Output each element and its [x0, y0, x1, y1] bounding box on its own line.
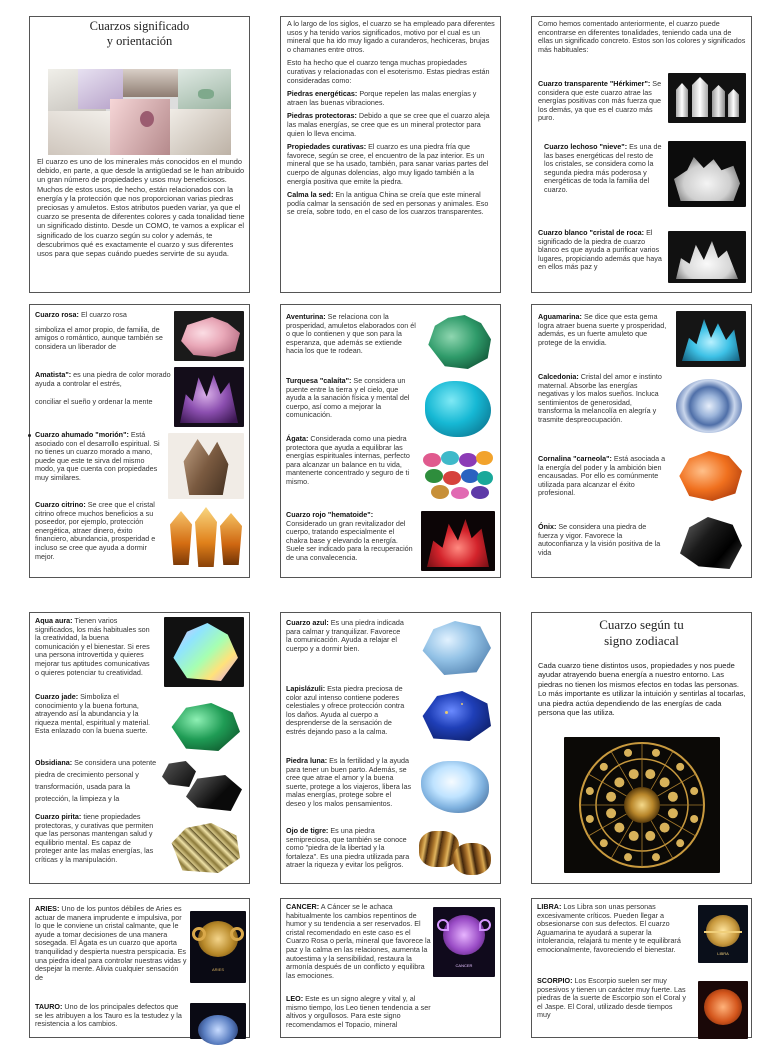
- zodiac-intro: Cada cuarzo tiene distintos usos, propiedades y nos puede ayudar atrayendo buena energía a nuestro entorno. Las piedras no tienen los mismos efectos en todas las personas. Lo más importante es utilizar la intuición y sentirlas al tocarlas, una piedra actúa dependiendo de las energías de cada persona que las utiliza.: [538, 661, 746, 718]
- aguamarina-image: [676, 311, 746, 367]
- agata-image: [421, 449, 495, 501]
- aries-caption: ARIES: [211, 967, 224, 972]
- cancer-icon: [443, 915, 485, 955]
- usos-intro: A lo largo de los siglos, el cuarzo se ha empleado para diferentes usos y ha tenido varios significados, motivo por el cual es un mineral que ha ido muy ligado a curanderos, hechiceras, brujas o chamanes entre otros.: [287, 19, 495, 54]
- libra: LIBRA: Los Libra son unas personas excesivamente críticos. Pueden llegar a obsesionarse con sus defectos. El cuarzo Aguamarina te ayudará a superar la intolerancia, relajará tu mente y te equilibrará emocionalmente, favoreciendo el bienestar.: [537, 902, 681, 954]
- lapislazuli-image: [415, 685, 495, 747]
- title-line-2: signo zodiacal: [604, 633, 679, 648]
- cuarzo-azul: Cuarzo azul: Es una piedra indicada para calmar y tranquilizar. Favorece la comunicación. Ayuda a relajar el cuerpo y a dormir bien.: [286, 618, 404, 653]
- turquesa-image: [421, 377, 495, 441]
- title-line-1: Cuarzo según tu: [599, 617, 684, 632]
- libra-caption: LIBRA: [717, 951, 729, 956]
- aqua-aura: Aqua aura: Tienen varios significados, los más habituales son la creatividad, la buena comunicación y el bienestar. Si eres una persona introvertida y quieres mejorar tus aptitudes comunicativas o quieres potenciar tu creatividad.: [35, 616, 150, 677]
- tauro-icon: [198, 1015, 238, 1045]
- amatista-image: [174, 367, 244, 427]
- zodiac-figure-mark: [645, 769, 655, 779]
- piedra-luna: Piedra luna: Es la fertilidad y la ayuda para tener un buen parto. Además, se cree que atrae el amor y la buena suerte, protege a los viajeros, libera las malas energías, protege sobre el deseo y los malos pensamientos.: [286, 756, 412, 808]
- panel-cuarzos-usos: [280, 16, 501, 293]
- panel-aguamarina: [531, 304, 752, 578]
- cuarzo-rojo: Cuarzo rojo "hematoide": Considerado un gran revitalizador del cuerpo, tratando especialmente el chakra base y elevando la energía. Suele ser indicado para la recuperación de una convalecencia.: [286, 510, 413, 562]
- zodiac-sign-mark: [586, 815, 594, 823]
- zodiac-sign-mark: [676, 839, 684, 847]
- intro-paragraph: El cuarzo es uno de los minerales más conocidos en el mundo debido, en parte, a que desde la antigüedad se le han atribuido un gran número de propiedades y usos muy beneficiosos. Muchos de estos usos, de hecho, están relacionados con la energía y la protección que nos proporcionan varias piedras preciosas y amuletos. Estos atributos pueden variar, ya que el cuarzo se presenta de diferentes colores y cada tonalidad tiene un significado distinto. Desde un COMO, te vamos a explicar el significado de los cuarzo según su color y además, te descubrimos qué es exactamente el cuarzo y sus diferentes usos para que sepas cuándo puedes servirte de su ayuda.: [37, 157, 245, 259]
- zodiac-figure-mark: [668, 808, 678, 818]
- cuarzo-ahumado: Cuarzo ahumado "morión": Está asociado con el desarrollo espiritual. Si no tienes un cuarzo morado a mano, puede que este te sirva del mismo modo, ya que cuenta con propiedades muy similares.: [35, 430, 160, 482]
- panel-title: [30, 19, 249, 49]
- onix: Ónix: Se considera una piedra de fuerza y vigor. Favorece la autoconfianza y la visión positiva de la vida: [538, 522, 661, 557]
- zodiac-sign-mark: [690, 787, 698, 795]
- tauro-sign-image: [190, 1003, 246, 1039]
- list-bullet: [28, 434, 31, 437]
- cornalina-image: [672, 445, 746, 507]
- pirita-image: [164, 819, 244, 877]
- zodiac-wheel-image: [564, 737, 720, 873]
- zodiac-figure-mark: [629, 831, 639, 841]
- panel-signo-zodiacal: [531, 612, 752, 884]
- usos-item-curativas: Propiedades curativas: El cuarzo es una piedra fría que favorece, según se cree, el encuentro de la paz interior. Es un mineral que se ha usado, también, para sanar varias partes del cuerpo de algunas dolencias, algo muy ligado también a la energía positiva que emite la piedra.: [287, 142, 489, 186]
- panel-cancer-leo: [280, 898, 501, 1038]
- ojo-de-tigre: Ojo de tigre: Es una piedra semipreciosa, que también se conoce como "piedra de la libertad y la fortaleza". Es una piedra utilizada para atraer la riqueza y evitar los peligros.: [286, 826, 410, 870]
- aguamarina: Aguamarina: Se dice que esta gema logra atraer buena suerte y prosperidad, además, es un fuerte amuleto que protege de la envidia.: [538, 312, 667, 347]
- cuarzo-rosa-image: [174, 311, 244, 361]
- cuarzo-azul-image: [415, 617, 495, 679]
- aqua-aura-image: [164, 617, 244, 687]
- cuarzo-rosa: Cuarzo rosa: El cuarzo rosa simboliza el amor propio, de familia, de amigos o romántico, aunque también se considera un liberador de: [35, 310, 163, 351]
- scorpio-icon: [704, 989, 742, 1025]
- herkimer-crystal-image: [668, 73, 746, 123]
- zodiac-figure-mark: [660, 823, 670, 833]
- zodiac-figure-mark: [629, 769, 639, 779]
- zodiac-sign-mark: [652, 853, 660, 861]
- zodiac-sign-mark: [690, 815, 698, 823]
- panel-aqua-aura: [29, 612, 250, 884]
- aries: ARIES: Uno de los puntos débiles de Aries es actuar de manera imprudente e impulsiva, por lo que le conviene un cristal calmante, que le ayude a tomar decisiones de una manera sosegada. El Ágata es un cuarzo que aporta tranquilidad y despierta nuestra perspicacia. Es una piedra ideal para controlar nuestras vidas y despejar la mente. Alivia cualquier sensación de: [35, 904, 187, 982]
- piedra-luna-image: [415, 757, 495, 817]
- crystal-collage-image: [48, 69, 231, 155]
- aventurina: Aventurina: Se relaciona con la prosperidad, amuletos elaborados con él o que lo contienen y que son para la esperanza, que además se extiende hacia los que te rodean.: [286, 312, 416, 356]
- libra-sign-image: [698, 905, 748, 963]
- panel-libra-scorpio: [531, 898, 752, 1038]
- leo: LEO: Este es un signo alegre y vital y, al mismo tiempo, los Leo tienen tendencia a ser altivos y orgullosos. Para este signo recomendamos el Topacio, mineral: [286, 994, 431, 1029]
- cuarzo-pirita: Cuarzo pirita: tiene propiedades protectoras, y curativas que permiten que las personas mantengan salud y equilibrio mental. Es capaz de proteger ante las malas energías, las críticas y la manipulación.: [35, 812, 154, 864]
- ahumado-image: [168, 433, 244, 499]
- zodiac-sign-mark: [586, 787, 594, 795]
- title-line-2: y orientación: [106, 34, 173, 48]
- calcedonia-image: [672, 375, 746, 437]
- agata: Ágata: Considerada como una piedra protectora que ayuda a equilibrar las energías espirituales internas, perfecto para alcanzar un balance en tu vida, mantenerte concentrado y seguro de ti mismo.: [286, 434, 410, 486]
- usos-item-protectoras: Piedras protectoras: Debido a que se cree que el cuarzo aleja las malas energías, se cree que es un mineral protector para quien lo lleva encima.: [287, 111, 490, 138]
- panel-cuarzos-rosa: [29, 304, 250, 578]
- zodiac-figure-mark: [614, 777, 624, 787]
- lapislazuli: Lapislázuli: Esta piedra preciosa de color azul intenso contiene poderes celestiales y ofrece protección contra los daños. Ayuda al cuerpo a desprenderse de la sensación de estrés dejando paso a la calma.: [286, 684, 405, 736]
- cancer-caption: CANCER: [455, 963, 473, 968]
- tauro: TAURO: Uno de los principales defectos que se les atribuyen a los Tauro es la testudez y la resistencia a los cambios.: [35, 1002, 182, 1029]
- cuarzo-herkimer: Cuarzo transparente "Hérkimer": Se considera que este cuarzo atrae las energías positivas con más fuerza que los demás, ya que es el cuarzo más puro.: [538, 79, 662, 123]
- calcedonia: Calcedonia: Cristal del amor e instinto maternal. Absorbe las energías negativas y los malos sueños. Incluca sentimientos de generosidad, transforma la melancolía en alegría y trasmite despreocupación.: [538, 372, 662, 424]
- obsidiana-image: [160, 757, 244, 813]
- cuarzo-citrino: Cuarzo citrino: Se cree que el cristal citrino ofrece muchos beneficios a su poseedor, por ejemplo, protección energética, atraer dinero, éxito financiero, abundancia, prosperidad e incluso se cree que ayuda a dormir mejor.: [35, 500, 156, 561]
- title-line-1: Cuarzos significado: [89, 19, 190, 33]
- ojo-de-tigre-image: [415, 825, 495, 879]
- colores-intro: Como hemos comentado anteriormente, el cuarzo puede encontrarse en diferentes tonalidades, teniendo cada una de ellas un significado concreto. Estos son los colores y significados más habituales:: [538, 19, 746, 54]
- jade-image: [164, 699, 244, 755]
- cuarzo-lechoso: Cuarzo lechoso "nieve": Es una de las bases energéticas del resto de los cristales, se considera como la segunda piedra más poderosa y energéticas de toda la familia del cuarzo.: [544, 142, 662, 194]
- panel-title: [532, 617, 751, 649]
- zodiac-sign-mark: [652, 749, 660, 757]
- zodiac-figure-mark: [606, 808, 616, 818]
- aries-sign-image: [190, 911, 246, 983]
- usos-para2: Esto ha hecho que el cuarzo tenga muchas propiedades curativas y relacionadas con el esoterismo. Estas piedras están consideradas como:: [287, 58, 490, 85]
- onix-image: [676, 511, 746, 573]
- panel-aries-tauro: [29, 898, 250, 1038]
- turquesa: Turquesa "calaíta": Se considera un puente entre la tierra y el cielo, que ayuda a la sanación física y mental del cuerpo, así como a mejorar la comunicación.: [286, 376, 410, 420]
- zodiac-figure-mark: [668, 792, 678, 802]
- lechoso-crystal-image: [668, 141, 746, 207]
- obsidiana: Obsidiana: Se considera una potente piedra de crecimiento personal y transformación, usada para la protección, la limpieza y la: [35, 758, 157, 803]
- panel-cuarzos-colores: [531, 16, 752, 293]
- zodiac-sign-mark: [624, 853, 632, 861]
- zodiac-sign-mark: [600, 763, 608, 771]
- panel-cuarzo-azul: [280, 612, 501, 884]
- amatista: Amatista": es una piedra de color morado ayuda a controlar el estrés, conciliar el sueño y ordenar la mente: [35, 370, 171, 407]
- panel-aventurina: [280, 304, 501, 578]
- zodiac-wheel-icon: [564, 737, 720, 873]
- panel-cuarzos-intro: [29, 16, 250, 293]
- cancer-sign-image: [433, 907, 495, 977]
- zodiac-figure-mark: [606, 792, 616, 802]
- zodiac-sign-mark: [624, 749, 632, 757]
- cancer: CANCER: A Cáncer se le achaca habitualmente los cambios repentinos de humor y su tendencia a ser reservados. El cristal recomendado en este caso es el Cuarzo Rosa o perla, mineral que favorece la paz y la calma en las relaciones, aumenta la autoestima y la sensibilidad, restaura la armonía después de un conflicto y equilibra las emociones.: [286, 902, 431, 980]
- zodiac-sign-mark: [676, 763, 684, 771]
- cuarzo-jade: Cuarzo jade: Simboliza el conocimiento y la buena fortuna, atrayendo así la abundancia y la riqueza mental, espiritual y material. Esta enlazado con la buena suerte.: [35, 692, 151, 736]
- usos-text: [287, 20, 495, 290]
- cuarzo-blanco: Cuarzo blanco "cristal de roca: El significado de la piedra de cuarzo blanco es que ayuda a purificar varios lugares, propiciando además que haya en ellos más paz y: [538, 228, 662, 272]
- usos-item-sed: Calma la sed: En la antigua China se creía que este mineral podía calmar la sensación de sed en personas y animales. Eso se creía, sobre todo, en el caso de los cuarzos transparentes.: [287, 190, 489, 217]
- usos-item-energeticas: Piedras energéticas: Porque repelen las malas energías y atraen las buenas vibraciones.: [287, 89, 477, 107]
- citrino-image: [168, 507, 244, 569]
- blanco-crystal-image: [668, 231, 746, 283]
- cornalina: Cornalina "carneola": Está asociada a la energía del poder y la ambición bien encausadas. Por ello es comúnmente utilizada para alcanzar el éxito profesional.: [538, 454, 666, 498]
- zodiac-sign-mark: [600, 839, 608, 847]
- scorpio-sign-image: [698, 981, 748, 1039]
- zodiac-figure-mark: [645, 831, 655, 841]
- zodiac-figure-mark: [614, 823, 624, 833]
- aventurina-image: [421, 311, 495, 373]
- zodiac-figure-mark: [660, 777, 670, 787]
- scorpio: SCORPIO: Los Escorpio suelen ser muy posesivos y tienen un carácter muy fuerte. Las piedras de la suerte de Escorpio son el Coral y el Jaspe. El Coral, utilizado desde tiempos muy: [537, 976, 687, 1020]
- cuarzo-rojo-image: [421, 511, 495, 571]
